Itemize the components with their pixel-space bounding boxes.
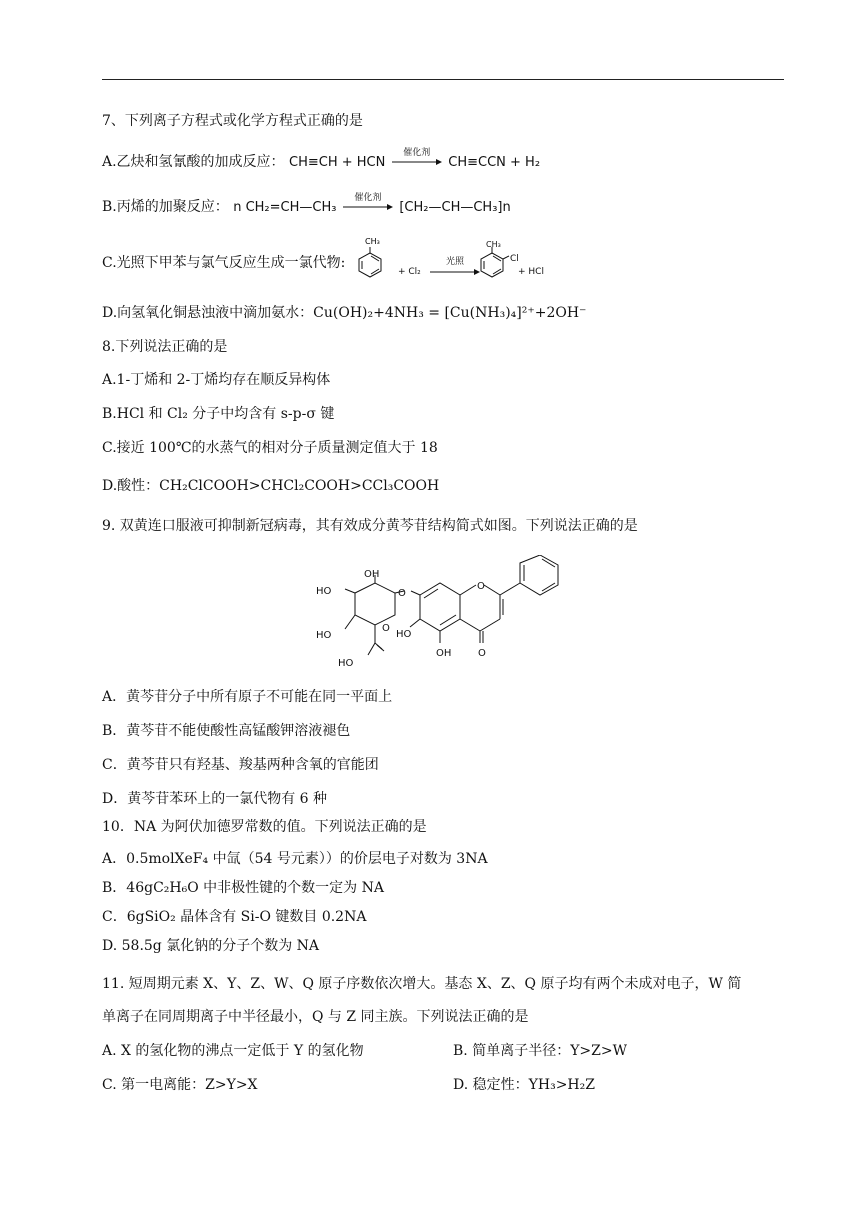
q7-b-left: n CH₂=CH—CH₃ <box>233 200 337 215</box>
structure-label: HO <box>316 630 332 641</box>
q10-option-a: A．0.5molXeF₄ 中氙（54 号元素））的价层电子对数为 3NA <box>102 851 488 867</box>
q7-c-product-chloro: Cl <box>510 254 519 264</box>
q11-stem-line1: 11. 短周期元素 X、Y、Z、W、Q 原子序数依次增大。基态 X、Z、Q 原子均有两个未成对电子，W 简 <box>102 976 742 992</box>
toluene-structure <box>352 236 388 282</box>
q7-stem: 7、下列离子方程式或化学方程式正确的是 <box>102 113 363 129</box>
q9-option-b: B．黄芩苷不能使酸性高锰酸钾溶液褪色 <box>102 723 351 739</box>
q8-option-b: B.HCl 和 Cl₂ 分子中均含有 s-p-σ 键 <box>102 406 335 422</box>
header-rule <box>102 79 784 80</box>
q8-stem: 8.下列说法正确的是 <box>102 339 228 355</box>
q10-option-c: C．6gSiO₂ 晶体含有 Si-O 键数目 0.2NA <box>102 909 367 925</box>
q9-option-d: D．黄芩苷苯环上的一氯代物有 6 种 <box>102 791 328 807</box>
q7-c-product-methyl: CH₃ <box>486 240 501 249</box>
reaction-arrow <box>430 257 480 278</box>
structure-label: OH <box>364 569 380 580</box>
q7-option-b <box>102 193 511 217</box>
q8-option-a: A.1-丁烯和 2-丁烯均存在顺反异构体 <box>102 372 331 388</box>
q7-b-right: [CH₂—CH—CH₃]n <box>399 200 511 215</box>
q7-option-c <box>102 254 345 272</box>
svg-text:CH₃: CH₃ <box>365 237 380 246</box>
q7-a-label: A.乙炔和氢氰酸的加成反应： <box>102 154 285 170</box>
structure-label: OH <box>436 648 452 659</box>
q11-stem-line2: 单离子在同周期离子中半径最小，Q 与 Z 同主族。下列说法正确的是 <box>102 1009 529 1025</box>
q11-option-d: D. 稳定性：YH₃>H₂Z <box>453 1077 595 1093</box>
structure-label: O <box>477 581 485 592</box>
q7-c-hcl: + HCl <box>518 267 544 277</box>
q11-option-b: B. 简单离子半径：Y>Z>W <box>453 1043 628 1059</box>
q8-option-c: C.接近 100℃的水蒸气的相对分子质量测定值大于 18 <box>102 440 438 456</box>
q7-b-condition: 催化剂 <box>354 193 382 203</box>
q10-stem: 10．NA 为阿伏加德罗常数的值。下列说法正确的是 <box>102 819 427 835</box>
reaction-arrow <box>343 193 393 213</box>
q10-option-d: D. 58.5g 氯化钠的分子个数为 NA <box>102 938 320 954</box>
q7-c-condition: 光照 <box>445 257 464 267</box>
q7-a-left: CH≡CH + HCN <box>289 155 386 170</box>
structure-label: O <box>478 648 486 659</box>
q7-c-label: C.光照下甲苯与氯气反应生成一氯代物: <box>102 255 346 271</box>
q9-stem: 9. 双黄连口服液可抑制新冠病毒，其有效成分黄芩苷结构简式如图。下列说法正确的是 <box>102 518 638 534</box>
reaction-arrow <box>392 148 442 168</box>
q7-b-label: B.丙烯的加聚反应： <box>102 199 229 215</box>
q8-option-d: D.酸性：CH₂ClCOOH>CHCl₂COOH>CCl₃COOH <box>102 478 440 494</box>
q7-a-right: CH≡CCN + H₂ <box>448 155 541 170</box>
q11-option-c: C. 第一电离能：Z>Y>X <box>102 1077 258 1093</box>
q10-option-b: B．46gC₂H₆O 中非极性键的个数一定为 NA <box>102 880 384 896</box>
structure-label: HO <box>338 658 354 669</box>
q7-option-d: D.向氢氧化铜悬浊液中滴加氨水：Cu(OH)₂+4NH₃ = [Cu(NH₃)₄]²⁺+2OH⁻ <box>102 305 587 321</box>
structure-label: HO <box>396 629 412 640</box>
q7-c-reagent: + Cl₂ <box>398 267 421 277</box>
q11-option-a: A. X 的氢化物的沸点一定低于 Y 的氢化物 <box>102 1043 364 1059</box>
q9-option-a: A．黄芩苷分子中所有原子不可能在同一平面上 <box>102 689 393 705</box>
structure-label: O <box>398 588 406 599</box>
q7-a-condition: 催化剂 <box>403 148 431 158</box>
q7-option-a <box>102 148 541 172</box>
structure-label: HO <box>316 586 332 597</box>
q9-option-c: C．黄芩苷只有羟基、羧基两种含氧的官能团 <box>102 757 379 773</box>
structure-label: O <box>382 623 390 634</box>
